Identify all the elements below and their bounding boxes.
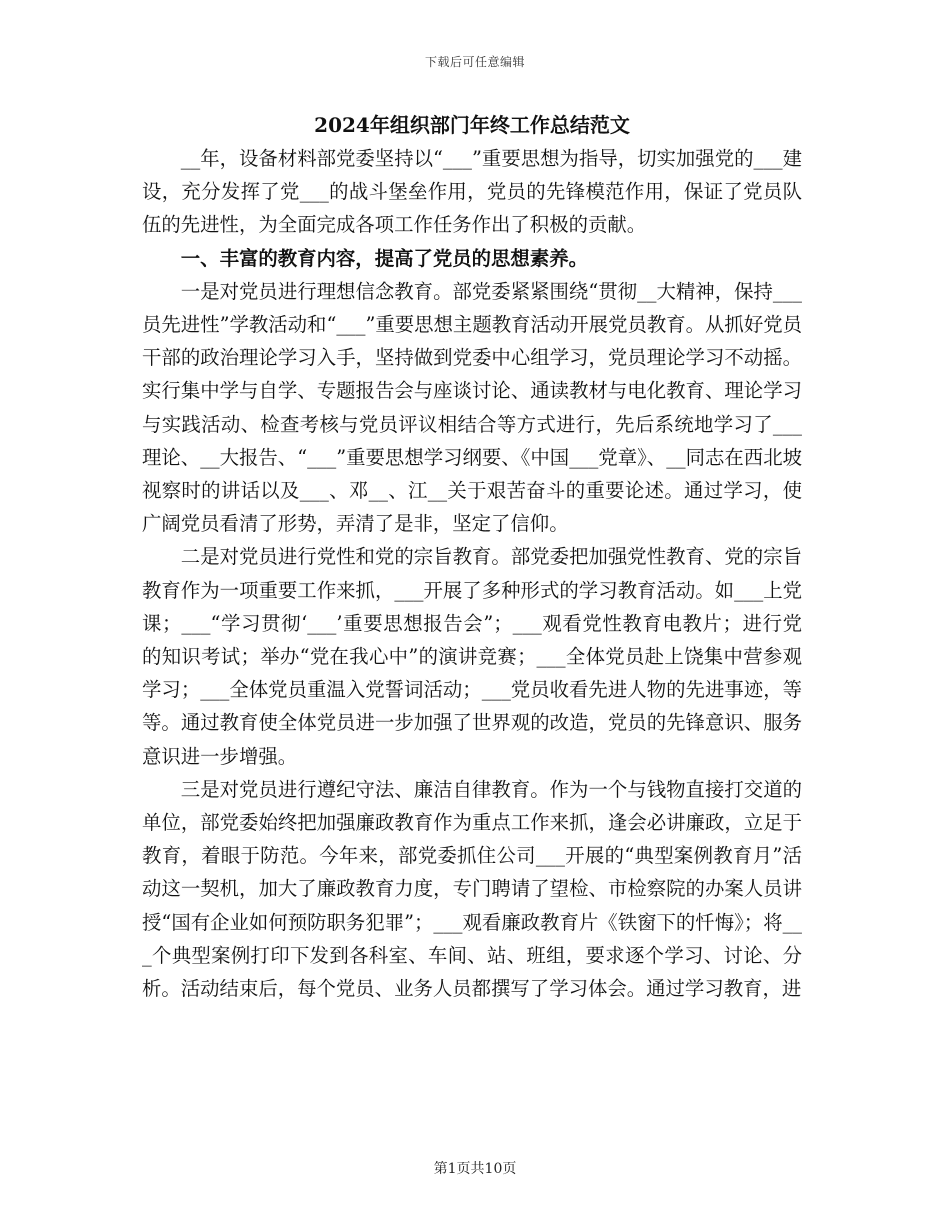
intro-paragraph: __年，设备材料部党委坚持以“___”重要思想为指导，切实加强党的___建设，充分发挥了党___的战斗堡垒作用，党员的先锋模范作用，保证了党员队伍的先进性，为全面完成各项工作任务作出了积极的贡献。 (142, 147, 802, 237)
document-body (142, 108, 802, 1005)
document-title: 2024年组织部门年终工作总结范文 (314, 113, 630, 137)
paragraph-party-spirit-education: 二是对党员进行党性和党的宗旨教育。部党委把加强党性教育、党的宗旨教育作为一项重要工作来抓，___开展了多种形式的学习教育活动。如___上党课；___“学习贯彻‘___’重要思想报告会”；___观看党性教育电教片；进行党的知识考试；举办“党在我心中”的演讲竞赛；___全体党员赴上饶集中营参观学习；___全体党员重温入党誓词活动；___党员收看先进人物的先进事迹，等等。通过教育使全体党员进一步加强了世界观的改造，党员的先锋意识、服务意识进一步增强。 (142, 545, 802, 768)
page-number: 第1页共10页 (433, 1161, 517, 1177)
page-header-note: 下载后可任意编辑 (424, 55, 525, 69)
paragraph-discipline-education: 三是对党员进行遵纪守法、廉洁自律教育。作为一个与钱物直接打交道的单位，部党委始终把加强廉政教育作为重点工作来抓，逢会必讲廉政，立足于教育，着眼于防范。今年来，部党委抓住公司___开展的“典型案例教育月”活动这一契机，加大了廉政教育力度，专门聘请了望检、市检察院的办案人员讲授“国有企业如何预防职务犯罪”；___观看廉政教育片《铁窗下的忏悔》；将___个典型案例打印下发到各科室、车间、站、班组，要求逐个学习、讨论、分析。活动结束后，每个党员、业务人员都撰写了学习体会。通过学习教育，进 (142, 777, 802, 1001)
paragraph-ideal-belief-education: 一是对党员进行理想信念教育。部党委紧紧围绕“贯彻__大精神，保持___员先进性”学教活动和“___”重要思想主题教育活动开展党员教育。从抓好党员干部的政治理论学习入手，坚持做到党委中心组学习，党员理论学习不动摇。实行集中学与自学、专题报告会与座谈讨论、通读教材与电化教育、理论学习与实践活动、检查考核与党员评议相结合等方式进行，先后系统地学习了___理论、__大报告、“___”重要思想学习纲要、《中国___党章》、__同志在西北坡视察时的讲话以及___、邓__、江__关于艰苦奋斗的重要论述。通过学习，使广阔党员看清了形势，弄清了是非，坚定了信仰。 (142, 279, 802, 536)
section-heading-1: 一、丰富的教育内容，提高了党员的思想素养。 (180, 246, 588, 270)
